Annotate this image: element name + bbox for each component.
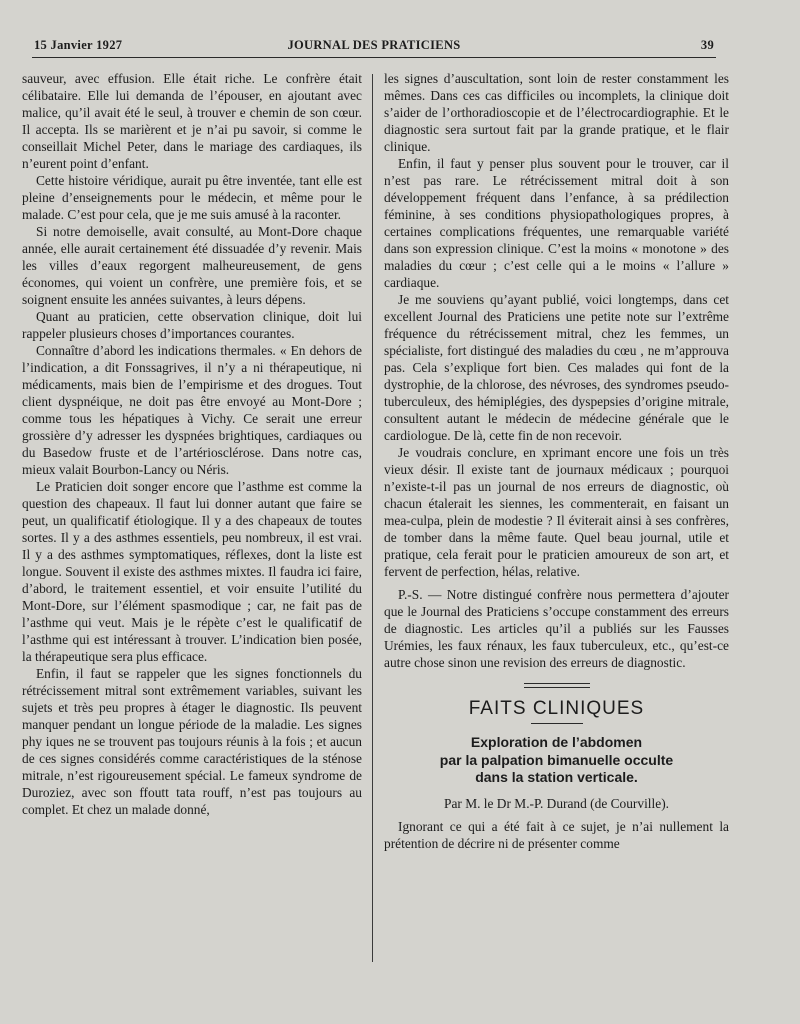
- article-title-line: dans la station verticale.: [475, 769, 638, 785]
- section-title-rule: [531, 723, 583, 724]
- header-date: 15 Janvier 1927: [34, 38, 123, 52]
- paragraph: P.-S. — Notre distingué confrère nous permettera d’ajouter que le Journal des Praticiens s’occupe constamment des erreurs de diagnostic. Les articles qu’il a publiés sur les Fausses Urémies, les faux rénaux, les faux tuberculeux, etc., qu’est-ce autre chose sinon une revision des erreurs de diagnostic.: [384, 587, 729, 670]
- header-rule: [32, 57, 716, 58]
- paragraph: Je me souviens qu’ayant publié, voici longtemps, dans cet excellent Journal des Praticiens une petite note sur l’extrême fréquence du rétrécissement mitral, chez les femmes, un spécialiste, fort distingué des maladies du cœu , ne m’approuva pas. Cela s’explique fort bien. Ces malades qui font de la dystrophie, de la chlorose, des névroses, des syndromes pseudo-tuberculeux, des hémiplégies, des dyspepsies d’origine mitrale, consultent autant le médecin de médecine générale que le cardiologue. De là, cette fin de non recevoir.: [384, 292, 729, 443]
- article-byline: Par M. le Dr M.-P. Durand (de Courville).: [444, 795, 669, 811]
- paragraph: Le Praticien doit songer encore que l’asthme est comme la question des chapeaux. Il faut lui donner autant que faire se peut, un qualificatif étiologique. Il y a des chapeaux de toutes sortes. Il y a des asthmes essentiels, peu nombreux, il est vrai. Il y a des asthmes symptomatiques, réflexes, dont la liste est longue. Souvent il existe des asthmes mixtes. Il faudra ici faire, d’abord, le traitement essentiel, et voir ensuite l’utilité du Mont-Dore, sur l’élément spasmodique ; car, ne fait pas de l’asthme qui veut. Mais je le répète c’est le qualificatif de l’asthme qui est intéressant à trouver. L’indication bien posée, la thérapeutique sera plus efficace.: [22, 479, 362, 664]
- article-title-line: par la palpation bimanuelle occulte: [439, 751, 674, 768]
- left-column: [22, 70, 362, 818]
- paragraph: les signes d’auscultation, sont loin de rester constamment les mêmes. Dans ces cas difficiles ou incomplets, la clinique doit s’aider de l’orthoradioscopie et de l’électrocardiographie. Et le diagnostic sera surtout fait par la grande pratique, et le flair clinique.: [384, 71, 729, 154]
- right-column: [384, 70, 729, 852]
- running-header: [34, 36, 714, 56]
- section-separator: [524, 683, 590, 688]
- paragraph: Quant au praticien, cette observation clinique, doit lui rappeler plusieurs choses d’importances courantes.: [22, 309, 362, 341]
- paragraph: Si notre demoiselle, avait consulté, au Mont-Dore chaque année, elle aurait certainement été dissuadée d’y revenir. Mais les villes d’eaux regorgent malheureusement, de gens économes, qui voient un confrère, une première fois, et se soignent ensuite les années suivantes, à leurs dépens.: [22, 224, 362, 307]
- header-page-number: 39: [700, 38, 714, 52]
- paragraph: Enfin, il faut se rappeler que les signes fonctionnels du rétrécissement mitral sont extrêmement variables, suivant les sujets et très peu propres à étager le diagnostic. Ils peuvent manquer pendant un longue période de la maladie. Les signes phy iques ne se trouvent pas toujours réunis à la fois ; et aucun de ces signes considérés comme caractéristiques de la sténose mitrale, n’est rigoureusement spécial. Le fameux syndrome de Duroziez, avec son ffoutt tata rouff, n’est pas toujours au complet. Et chez un malade donné,: [22, 666, 362, 817]
- header-journal-title: JOURNAL DES PRATICIENS: [287, 38, 461, 52]
- paragraph: sauveur, avec effusion. Elle était riche. Le confrère était célibataire. Elle lui demanda de l’épouser, en ajoutant avec malice, qu’il avait été le seul, à trouver e chemin de son cœur. Il accepta. Ils se marièrent et je n’ai pu savoir, si comme le conseillait Michel Peter, dans le mariage des cardiaques, ils n’eurent point d’enfant.: [22, 71, 362, 171]
- paragraph: Je voudrais conclure, en xprimant encore une fois un très vieux désir. Il existe tant de journaux médicaux ; pourquoi n’existe-t-il pas un journal de nos erreurs de diagnostic, où chacun étalerait les siennes, les commenterait, en faisant un mea-culpa, plein de modestie ? Il éviterait ainsi à ses confrères, de tomber dans la même faute. Quel beau journal, utile et pratique, cela ferait pour le praticien amoureux de son art, et fervent de perfection, hélas, relative.: [384, 445, 729, 579]
- article-title-line: Exploration de l’abdomen: [470, 734, 643, 750]
- paragraph: Enfin, il faut y penser plus souvent pour le trouver, car il n’est pas rare. Le rétrécissement mitral doit à son développement fréquent dans l’enfance, à sa prédilection féminine, à ses conditions physiopathologiques propres, à certaines complications fréquentes, une remarquable variété dans son expression clinique. C’est la moins « monotone » des maladies du cœur ; c’est celle qui a le moins « l’allure » cardiaque.: [384, 156, 729, 290]
- paragraph: Connaître d’abord les indications thermales. « En dehors de l’indication, a dit Fonssagrives, il n’y a ni thérapeutique, ni médicaments, mais bien de l’empirisme et des drogues. Tout client dyspnéique, ne doit pas être envoyé au Mont-Dore ; comme tous les hépatiques à Vichy. Ce serait une erreur grossière d’y adresser les dyspnées brightiques, cardiaques ou du Basedow fruste et de l’artériosclérose. Dans notre cas, mieux valait Bourbon-Lancy ou Néris.: [22, 343, 362, 477]
- paragraph: Cette histoire véridique, aurait pu être inventée, tant elle est pleine d’enseignements pour le médecin, et même pour le malade. C’est pour cela, que je me suis amusé à la raconter.: [22, 173, 362, 222]
- column-divider: [372, 74, 373, 962]
- right-column-text: [384, 70, 729, 671]
- section-title: FAITS CLINIQUES: [468, 698, 645, 719]
- article-intro: Ignorant ce qui a été fait à ce sujet, je n’ai nullement la prétention de décrire ni de présenter comme: [384, 818, 729, 851]
- article-title: [384, 734, 729, 787]
